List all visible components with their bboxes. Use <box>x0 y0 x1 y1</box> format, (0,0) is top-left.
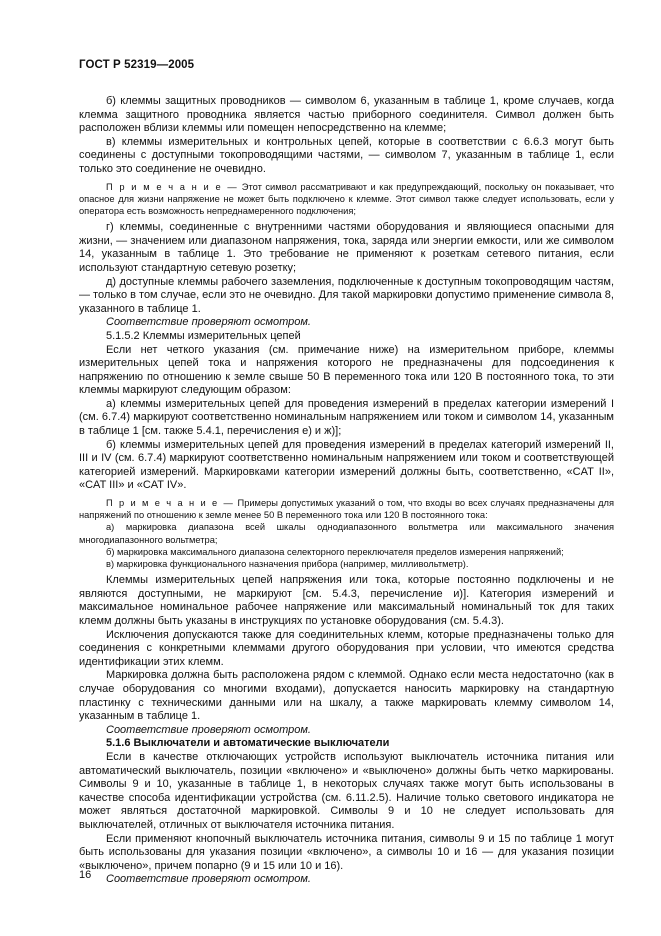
paragraph: а) клеммы измерительных цепей для проведения измерений в пределах категории измерений I (см. 6.7.4) маркируют соответственно номинальным напряжением или током и символом 14, указанным в таблице 1 [см. также 5.4.1, перечисления е) и ж)]; <box>79 397 614 438</box>
compliance-check: Соответствие проверяют осмотром. <box>106 723 311 736</box>
document-body <box>79 95 614 887</box>
note-text: Этот символ рассматривают и как предупреждающий, поскольку он показывает, что опасное для жизни напряжение не может быть подключено к клемме. Этот символ также следует использовать, если у оператора есть возможность непреднамеренного подключения; <box>79 181 614 216</box>
note-paragraph <box>79 497 614 521</box>
document-header: ГОСТ Р 52319—2005 <box>79 59 195 71</box>
paragraph: Клеммы измерительных цепей напряжения или тока, которые постоянно подключены и не являются доступными, не маркируют [см. 5.4.3, перечисление и)]. Категория измерений и максимальное номинальное рабочее напряжение или максимальный номинальный ток для таких клемм должны быть указаны в инструкциях по установке оборудования (см. 5.4.3). <box>79 574 614 628</box>
paragraph: Маркировка должна быть расположена рядом с клеммой. Однако если места недостаточно (как в случае оборудования со многими входами), допускается наносить маркировку на стандартную пластинку с техническими данными или на шкалу, а также маркировать клемму символом 14, указанным в таблице 1. <box>79 669 614 723</box>
note-label: П р и м е ч а н и е — <box>106 181 239 192</box>
compliance-check: Соответствие проверяют осмотром. <box>106 873 311 886</box>
paragraph: Исключения допускаются также для соединительных клемм, которые предназначены только для соединения с конкретными клеммами другого оборудования при условии, что имеются средства идентификации этих клемм. <box>79 628 614 668</box>
paragraph: б) клеммы защитных проводников — символом 6, указанным в таблице 1, кроме случаев, когда клемма защитного проводника является частью приборного соединителя. Символ должен быть расположен вблизи клеммы или помещен непосредственно на клемме; <box>79 95 614 135</box>
paragraph: Если нет четкого указания (см. примечание ниже) на измерительном приборе, клеммы измерительных цепей тока и напряжения которого не предназначены для подсоединения к напряжению по отношению к земле свыше 50 В переменного тока или 120 В постоянного тока, то эти клеммы маркируют следующим образом: <box>79 343 614 397</box>
paragraph: б) клеммы измерительных цепей для проведения измерений в пределах категорий измерений II, III и IV (см. 6.7.4) маркируют соответственно номинальным напряжением или током и соответствующей категорией измерений. Маркировками категории измерений должны быть, соответственно, «CAT II», «CAT III» и «CAT IV». <box>79 438 614 492</box>
paragraph: Если применяют кнопочный выключатель источника питания, символы 9 и 15 по таблице 1 могут быть использованы для указания позиции «включено», а символы 10 и 16 — для указания позиции «выключено», причем попарно (9 и 15 или 10 и 16). <box>79 832 614 872</box>
compliance-check: Соответствие проверяют осмотром. <box>106 316 311 329</box>
paragraph: д) доступные клеммы рабочего заземления, подключенные к доступным токопроводящим частям, — только в том случае, если это не очевидно. Для такой маркировки допустимо применение символа 8, указанного в таблице 1. <box>79 275 614 315</box>
note-item: б) маркировка максимального диапазона селекторного переключателя пределов измерения напряжений; <box>106 546 564 557</box>
page-number: 16 <box>79 869 92 881</box>
paragraph: в) клеммы измерительных и контрольных цепей, которые в соответствии с 6.6.3 могут быть соединены с доступными токопроводящими частями, — символом 7, указанным в таблице 1, если только это соединение не очевидно. <box>79 135 614 175</box>
note-paragraph <box>79 181 614 218</box>
note-text: Примеры допустимых указаний о том, что входы во всех случаях предназначены для напряжений по отношению к земле менее 50 В переменного тока или 120 В постоянного тока: <box>79 498 614 521</box>
note-item: а) маркировка диапазона всей шкалы однодиапазонного вольтметра или максимального значения многодиапазонного вольтметра; <box>79 522 614 545</box>
note-label: П р и м е ч а н и е — <box>106 498 235 509</box>
note-item: в) маркировка функционального назначения прибора (например, милливольтметр). <box>106 559 469 570</box>
section-heading: 5.1.6 Выключатели и автоматические выключатели <box>106 737 390 750</box>
paragraph: Если в качестве отключающих устройств используют выключатель источника питания или автоматический выключатель, позиции «включено» и «выключено» должны быть четко маркированы. Символы 9 и 10, указанные в таблице 1, в некоторых случаях также могут быть использованы в качестве способа идентификации устройства (см. 6.11.2.5). Наличие только светового индикатора не может являться достаточной маркировкой. Символы 9 и 10 не следует использовать для выключателей, отличных от выключателя источника питания. <box>79 750 614 831</box>
paragraph: г) клеммы, соединенные с внутренними частями оборудования и являющиеся опасными для жизни, — значением или диапазоном напряжения, тока, заряда или энергии емкости, или же символом 14, указанным в таблице 1. Это требование не применяют к розеткам сетевого питания, если используют стандартную сетевую розетку; <box>79 221 614 274</box>
section-heading: 5.1.5.2 Клеммы измерительных цепей <box>106 329 301 342</box>
